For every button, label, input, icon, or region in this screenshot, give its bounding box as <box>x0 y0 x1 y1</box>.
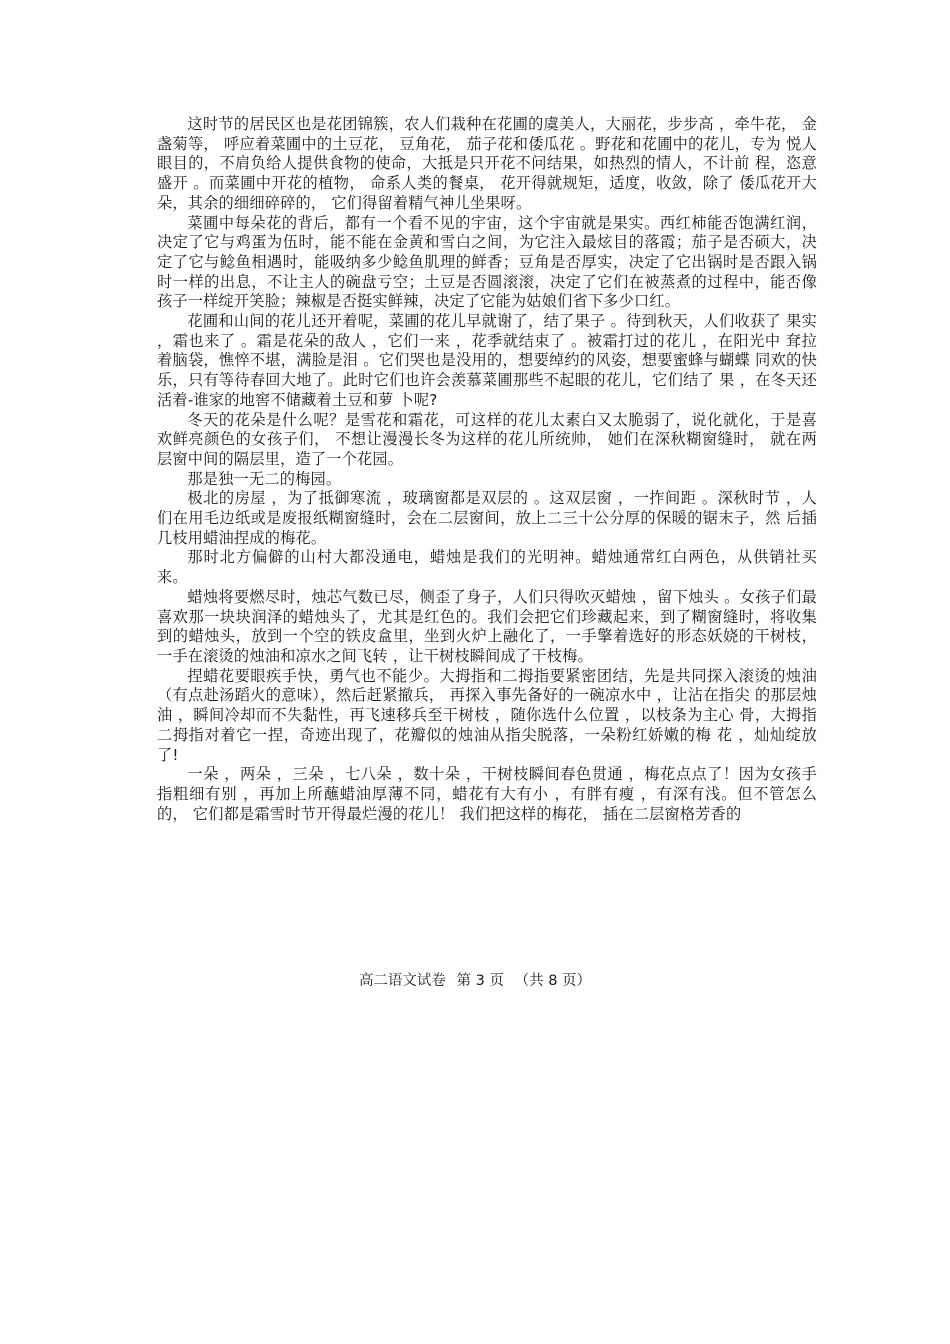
exam-name: 高二语文试卷 <box>358 973 446 989</box>
paragraph: 冬天的花朵是什么呢？是雪花和霜花，可这样的花儿太素白又太脆弱了，说化就化，于是喜欢鲜亮颜色的女孩子们， 不想让漫漫长冬为这样的花儿所统帅， 她们在深秋糊窗缝时， 就在两层窗中间的隔层里，造了一个花园。 <box>157 410 817 468</box>
article-body <box>157 115 817 824</box>
paragraph: 那是独一无二的梅园。 <box>187 469 342 488</box>
paragraph: 极北的房屋 ，为了抵御寒流 ，玻璃窗都是双层的 。这双层窗 ，一拃间距 。深秋时节 ，人 们在用毛边纸或是废报纸糊窗缝时，会在二层窗间，放上二三十公分厚的保暖的锯末子，然 后插几枝用蜡油捏成的梅花。 <box>157 489 817 547</box>
paragraph: 花圃和山间的花儿还开着呢，菜圃的花儿早就谢了，结了果子 。待到秋天，人们收获了 果实 ，霜也来了 。霜是花朵的敌人 ，它们一来 ，花季就结束了 。被霜打过的花儿 ，在阳光中 耷拉着脑袋，憔悴不堪，满脸是泪 。它们哭也是没用的，想要绰约的风姿，想要蜜蜂与蝴蝶 同欢的快乐，只有等待春回大地了。此时它们也许会羡慕菜圃那些不起眼的花儿，它们结了 果 ，在冬天还活着-谁家的地窖不储藏着土豆和萝 卜呢? <box>157 312 817 409</box>
page-footer <box>0 971 950 991</box>
paragraph: 捏蜡花要眼疾手快，勇气也不能少。大拇指和二拇指要紧密团结，先是共同探入滚烫的烛油（有点赴汤蹈火的意味），然后赶紧撤兵， 再探入事先备好的一碗凉水中 ，让沾在指尖 的那层烛油 ，瞬间冷却而不失黏性，再飞速移兵至干树枝 ，随你选什么位置 ，以枝条为主心 骨，大拇指二拇指对着它一捏，奇迹出现了，花瓣似的烛油从指尖脱落，一朵粉红娇嫩的梅 花 ，灿灿绽放了! <box>157 666 817 764</box>
paragraph: 那时北方偏僻的山村大都没通电，蜡烛是我们的光明神。蜡烛通常红白两色，从供销社买来。 <box>157 548 817 587</box>
paragraph: 一朵 ，两朵 ，三朵 ，七八朵 ，数十朵 ，干树枝瞬间春色贯通 ，梅花点点了！因为女孩手 指粗细有别 ，再加上所蘸蜡油厚薄不同，蜡花有大有小 ，有胖有瘦 ，有深有浅。但不管怎么 的， 它们都是霜雪时节开得最烂漫的花儿！ 我们把这样的梅花， 插在二层窗格芳香的 <box>157 765 817 823</box>
paragraph: 菜圃中每朵花的背后，都有一个看不见的宇宙，这个宇宙就是果实。西红柿能否饱满红润，决定了它与鸡蛋为伍时，能不能在金黄和雪白之间，为它注入最炫目的落霞；茄子是否硕大，决定了它与鲶鱼相遇时，能吸纳多少鲶鱼肌理的鲜香；豆角是否厚实，决定了它出锅时是否跟入锅时一样的出息，不让主人的碗盘亏空；土豆是否圆滚滚，决定了它们在被蒸煮的过程中，能否像孩子一样绽开笑脸；辣椒是否挺实鲜辣，决定了它能为姑娘们省下多少口红。 <box>157 213 817 311</box>
paragraph: 这时节的居民区也是花团锦簇，农人们栽种在花圃的虞美人，大丽花，步步高 ，牵牛花， 金盏菊等， 呼应着菜圃中的土豆花， 豆角花， 茄子花和倭瓜花 。野花和花圃中的花儿，专为 悦人眼目的，不肩负给人提供食物的使命，大抵是只开花不问结果，如热烈的情人，不计前 程，恣意盛开 。而菜圃中开花的植物， 命系人类的餐桌， 花开得就规矩，适度，收敛，除了 倭瓜花开大朵，其余的细细碎碎的， 它们得留着精气神儿坐果呀。 <box>157 115 817 212</box>
page-total: （共 8 页） <box>514 973 592 989</box>
paragraph: 蜡烛将要燃尽时，烛芯气数已尽，侧歪了身子，人们只得吹灭蜡烛 ，留下烛头 。女孩子们最喜欢那一块块润泽的蜡烛头了，尤其是红色的。我们会把它们珍藏起来，到了糊窗缝时，将收集到的蜡烛头，放到一个空的铁皮盒里，坐到火炉上融化了，一手擎着选好的形态妖娆的干树枝， 一手在滚烫的烛油和凉水之间飞转 ，让干树枝瞬间成了干枝梅。 <box>157 587 817 665</box>
page-number: 第 3 页 <box>456 973 504 989</box>
